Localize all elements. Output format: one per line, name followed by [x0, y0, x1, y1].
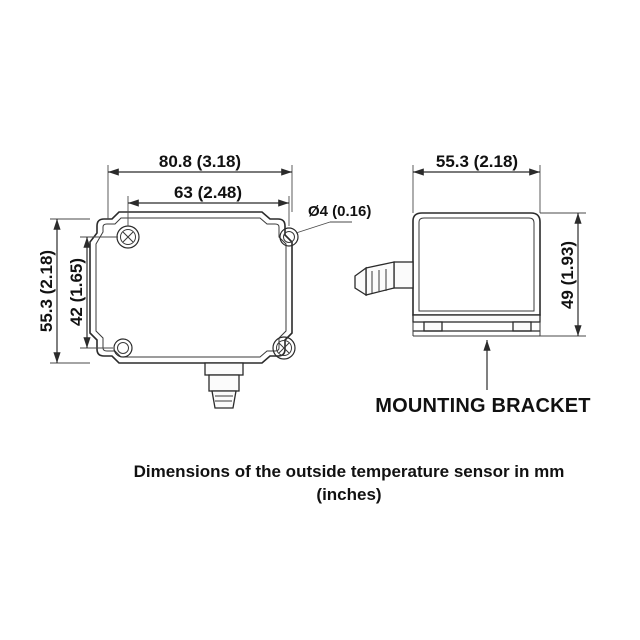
cable-gland-front — [205, 363, 243, 408]
dim-front-hole-diameter — [296, 203, 371, 233]
caption-line-1: Dimensions of the outside temperature sensor in mm — [133, 462, 565, 481]
callout-label-mounting-bracket: MOUNTING BRACKET — [375, 395, 591, 417]
dim-label-side-overall-height: 49 (1.93) — [558, 240, 577, 310]
dim-side-overall-width — [413, 152, 540, 213]
dim-label-front-overall-width: 80.8 (3.18) — [158, 152, 242, 171]
screw-bottom-right — [273, 337, 295, 359]
caption-line-2: (inches) — [316, 485, 382, 504]
side-view-geometry — [355, 213, 540, 336]
dim-label-front-hole-spacing-height: 42 (1.65) — [67, 257, 86, 327]
mounting-bracket-geometry — [413, 315, 540, 336]
dim-label-front-overall-height: 55.3 (2.18) — [37, 249, 56, 333]
front-view-geometry — [90, 212, 298, 408]
mounting-bracket-callout — [375, 340, 590, 417]
screw-top-left — [117, 226, 139, 248]
dim-label-hole-diameter: Ø4 (0.16) — [308, 203, 372, 220]
cable-gland-side — [355, 262, 413, 295]
figure-caption — [134, 462, 565, 504]
dim-label-front-hole-spacing-width: 63 (2.48) — [173, 183, 243, 202]
dim-side-overall-height — [540, 213, 586, 336]
dim-label-side-overall-width: 55.3 (2.18) — [435, 152, 519, 171]
